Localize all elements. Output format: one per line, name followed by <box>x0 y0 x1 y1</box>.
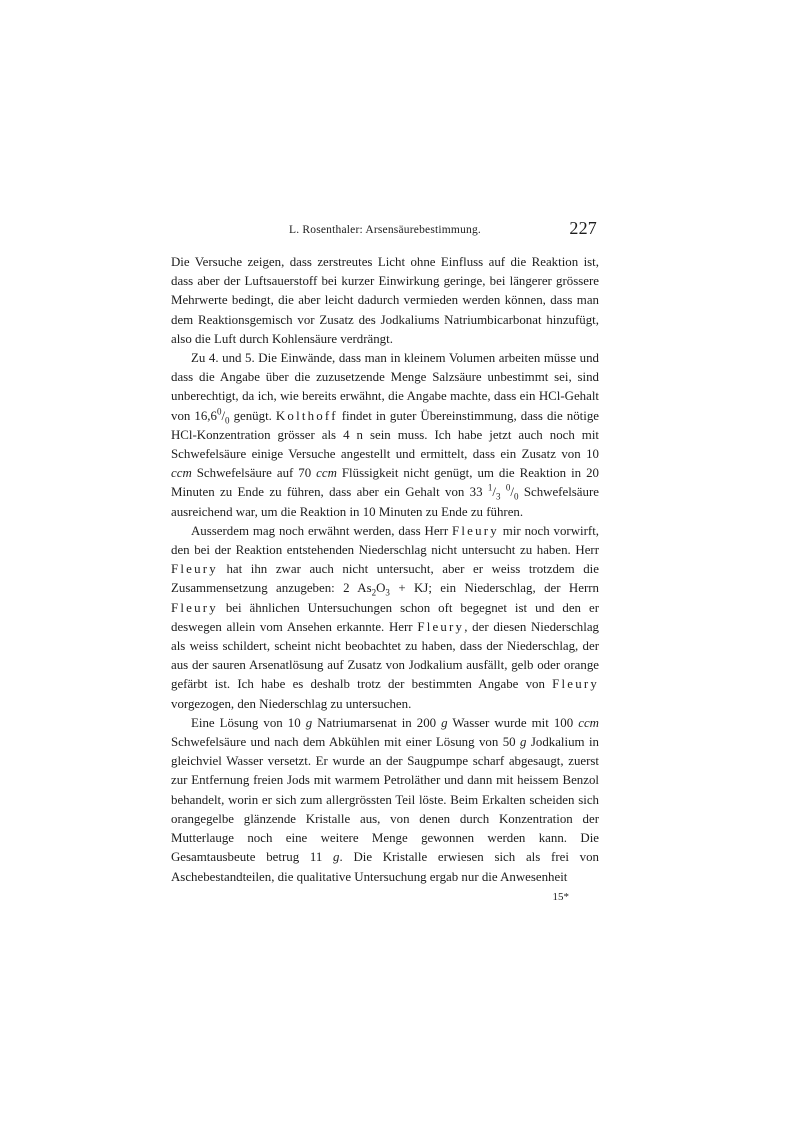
text-run: Wasser wurde mit 100 <box>447 715 579 730</box>
text-run: Flüssigkeit nicht genügt, um die Reaktion in 20 Minuten zu Ende zu führen, dass aber ein Gehalt von 33 <box>171 466 599 500</box>
spaced-name: Fleury <box>171 562 218 577</box>
paragraph <box>171 522 599 714</box>
text-run: Zu 4. und 5. Die Einwände, dass man in kleinem Volumen arbeiten müsse und dass die Angabe über die zuzusetzende Menge Salzsäure unbestimmt sei, sind unberechtigt, da ich, wie bereits erwähnt, die Angabe machte, dass ein HCl-Gehalt von 16,6 <box>171 351 599 423</box>
text-run: Eine Lösung von 10 <box>191 715 306 730</box>
text-run: Schwefelsäure ausreichend war, um die Reaktion in 10 Minuten zu Ende zu führen. <box>171 485 599 519</box>
page-number: 227 <box>569 218 597 238</box>
subscript: 0 <box>225 415 230 426</box>
subscript: 3 <box>385 588 390 599</box>
text-run: O <box>376 581 386 596</box>
text-run: Natriumarsenat in 200 <box>312 715 442 730</box>
text-run: . Die Kristalle erwiesen sich als frei von Aschebestandteilen, die qualitative Untersuchung ergab nur die Anwesenheit <box>171 850 599 884</box>
text-run: / <box>510 485 514 500</box>
italic-unit: g <box>305 715 313 730</box>
subscript: 0 <box>513 492 519 503</box>
italic-unit: g <box>441 715 448 730</box>
italic-unit: ccm <box>316 466 337 481</box>
text-run: vorgezogen, den Niederschlag zu untersuchen. <box>171 696 412 711</box>
text-run: hat ihn zwar auch nicht untersucht, aber er weiss trotzdem die Zusammensetzung anzugeben: 2 As <box>171 562 599 596</box>
text-run: / <box>492 485 497 500</box>
spaced-name: Fleury <box>417 619 465 634</box>
italic-unit: ccm <box>578 715 599 730</box>
book-page <box>171 218 599 903</box>
italic-unit: g <box>333 850 340 865</box>
subscript: 3 <box>496 492 501 503</box>
text-run: Ausserdem mag noch erwähnt werden, dass Herr <box>191 523 453 538</box>
spaced-name: Fleury <box>452 523 499 538</box>
text-run: Die Versuche zeigen, dass zerstreutes Licht ohne Einfluss auf die Reaktion ist, dass aber der Luftsauerstoff bei kurzer Einwirkung geringe, bei längerer grössere Mehrwerte bedingt, die aber leicht dadurch vermieden werden können, dass man dem Reaktionsgemisch vor Zusatz des Jodkaliums Natriumbicarbonat hinzufügt, also die Luft durch Kohlensäure verdrängt. <box>171 255 599 346</box>
text-run: bei ähnlichen Untersuchungen schon oft begegnet ist und den er deswegen allein vom Ansehen erkannte. Herr <box>171 600 599 634</box>
text-run: + KJ; ein Niederschlag, der Herrn <box>389 581 599 596</box>
text-run: mir noch vorwirft, den bei der Reaktion entstehenden Niederschlag nicht untersucht zu haben. Herr <box>171 523 600 558</box>
running-title: L. Rosenthaler: Arsensäurebestimmung. <box>289 224 482 236</box>
spaced-name: Fleury <box>552 677 599 692</box>
text-run: genügt. <box>229 408 276 423</box>
italic-unit: g <box>520 735 527 750</box>
signature-mark: 15* <box>552 890 569 903</box>
body-text <box>171 253 599 887</box>
running-head <box>171 218 599 240</box>
superscript: 0 <box>216 406 222 417</box>
paragraph <box>171 714 599 887</box>
text-run: , der diesen Niederschlag als weiss schildert, scheint nicht beobachtet zu haben, dass der Niederschlag, der aus der sauren Arsenatlösung auf Zusatz von Jodkalium ausfällt, gelb oder orange gefärbt ist. Ich habe es deshalb trotz der bestimmten Angabe von <box>171 619 599 692</box>
text-run: / <box>221 408 226 423</box>
superscript: 1 <box>487 483 493 494</box>
superscript: 0 <box>505 483 511 494</box>
italic-unit: ccm <box>171 466 192 481</box>
paragraph <box>171 349 599 522</box>
text-run: findet in guter Übereinstimmung, dass die nötige HCl-Konzentration grösser als 4 n sein muss. Ich habe jetzt auch noch mit Schwefelsäure einige Versuche angestellt und ermittelt, dass ein Zusatz von 10 <box>171 408 599 462</box>
spaced-name: Kolthoff <box>275 408 338 423</box>
text-run: Jodkalium in gleichviel Wasser versetzt. Er wurde an der Saugpumpe scharf abgesaugt, zuerst zur Entfernung freien Jods mit warmem Petroläther und dann mit heissem Benzol behandelt, worin er sich zum allergrössten Teil löste. Beim Erkalten scheiden sich orangegelbe glänzende Kristalle aus, von denen durch Konzentration der Mutterlauge noch eine weitere Menge gewonnen werden kann. Die Gesamtausbeute betrug 11 <box>171 735 599 865</box>
spaced-name: Fleury <box>171 600 218 615</box>
subscript: 2 <box>371 588 377 599</box>
text-run: Schwefelsäure und nach dem Abkühlen mit einer Lösung von 50 <box>171 735 520 750</box>
paragraph <box>171 253 599 349</box>
text-run: Schwefelsäure auf 70 <box>191 466 317 481</box>
